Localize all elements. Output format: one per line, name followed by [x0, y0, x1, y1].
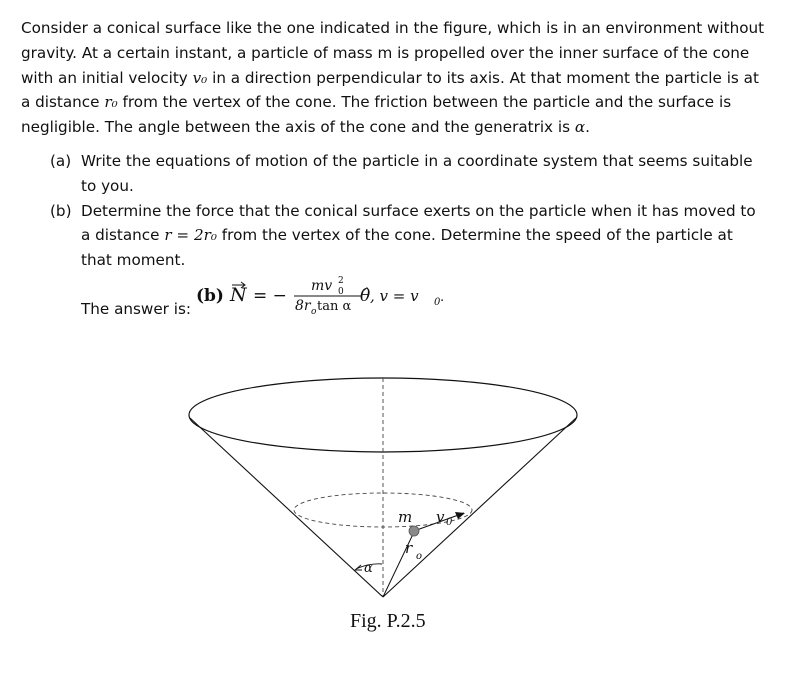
denominator: 8r	[295, 298, 311, 314]
question-a-text: Write the equations of motion of the particle in a coordinate system that seems suitable to you.	[81, 152, 753, 195]
problem-statement: Consider a conical surface like the one indicated in the figure, which is in an environment without gravity. At a certain instant, a particle of mass m is propelled over the inner surface of the cone with an initial velocity v₀ in a direction perpendicular to its axis. At that moment the particle is at a distance r₀ from the vertex of the cone. The friction between the particle and the surface is negligible. The angle between the axis of the cone and the generatrix is α.	[21, 19, 765, 137]
question-b-equation: r = 2r₀	[164, 226, 217, 245]
denominator-rest: tan α	[317, 299, 352, 314]
numerator-sup: 2	[338, 276, 344, 286]
angle-label: α	[364, 561, 373, 576]
figure-caption: Fig. P.2.5	[350, 610, 426, 632]
alpha-symbol: α	[574, 118, 586, 137]
equals-minus: = −	[253, 286, 287, 306]
answer-part-label: (b)	[196, 286, 224, 306]
denominator-sub: o	[311, 307, 317, 317]
theta-hat: θ̂	[360, 286, 371, 306]
question-b: (b) Determine the force that the conical surface exerts on the particle when it has moved to a distance r = 2r₀ from the vertex of the cone. Determine the speed of the particle at that moment.	[50, 199, 765, 273]
speed-equation: , v = v	[370, 287, 419, 305]
speed-sub: 0	[434, 297, 441, 308]
n-vector-symbol: N	[230, 284, 247, 306]
cone-left-generatrix	[190, 418, 383, 597]
question-a-label: (a)	[50, 152, 72, 170]
mass-label: m	[398, 508, 413, 526]
answer-label: The answer is:	[81, 300, 192, 318]
particle	[409, 526, 419, 536]
numerator: mv	[311, 278, 333, 294]
velocity-sub: 0	[446, 517, 453, 528]
distance-label: r	[405, 539, 413, 557]
speed-end: .	[440, 290, 445, 305]
velocity-label: v	[436, 508, 445, 526]
distance-sub: o	[416, 551, 423, 562]
question-b-label: (b)	[50, 201, 72, 220]
numerator-sub: 0	[338, 287, 344, 297]
r0-symbol: r₀	[104, 93, 118, 112]
v0-symbol: v₀	[192, 68, 208, 87]
